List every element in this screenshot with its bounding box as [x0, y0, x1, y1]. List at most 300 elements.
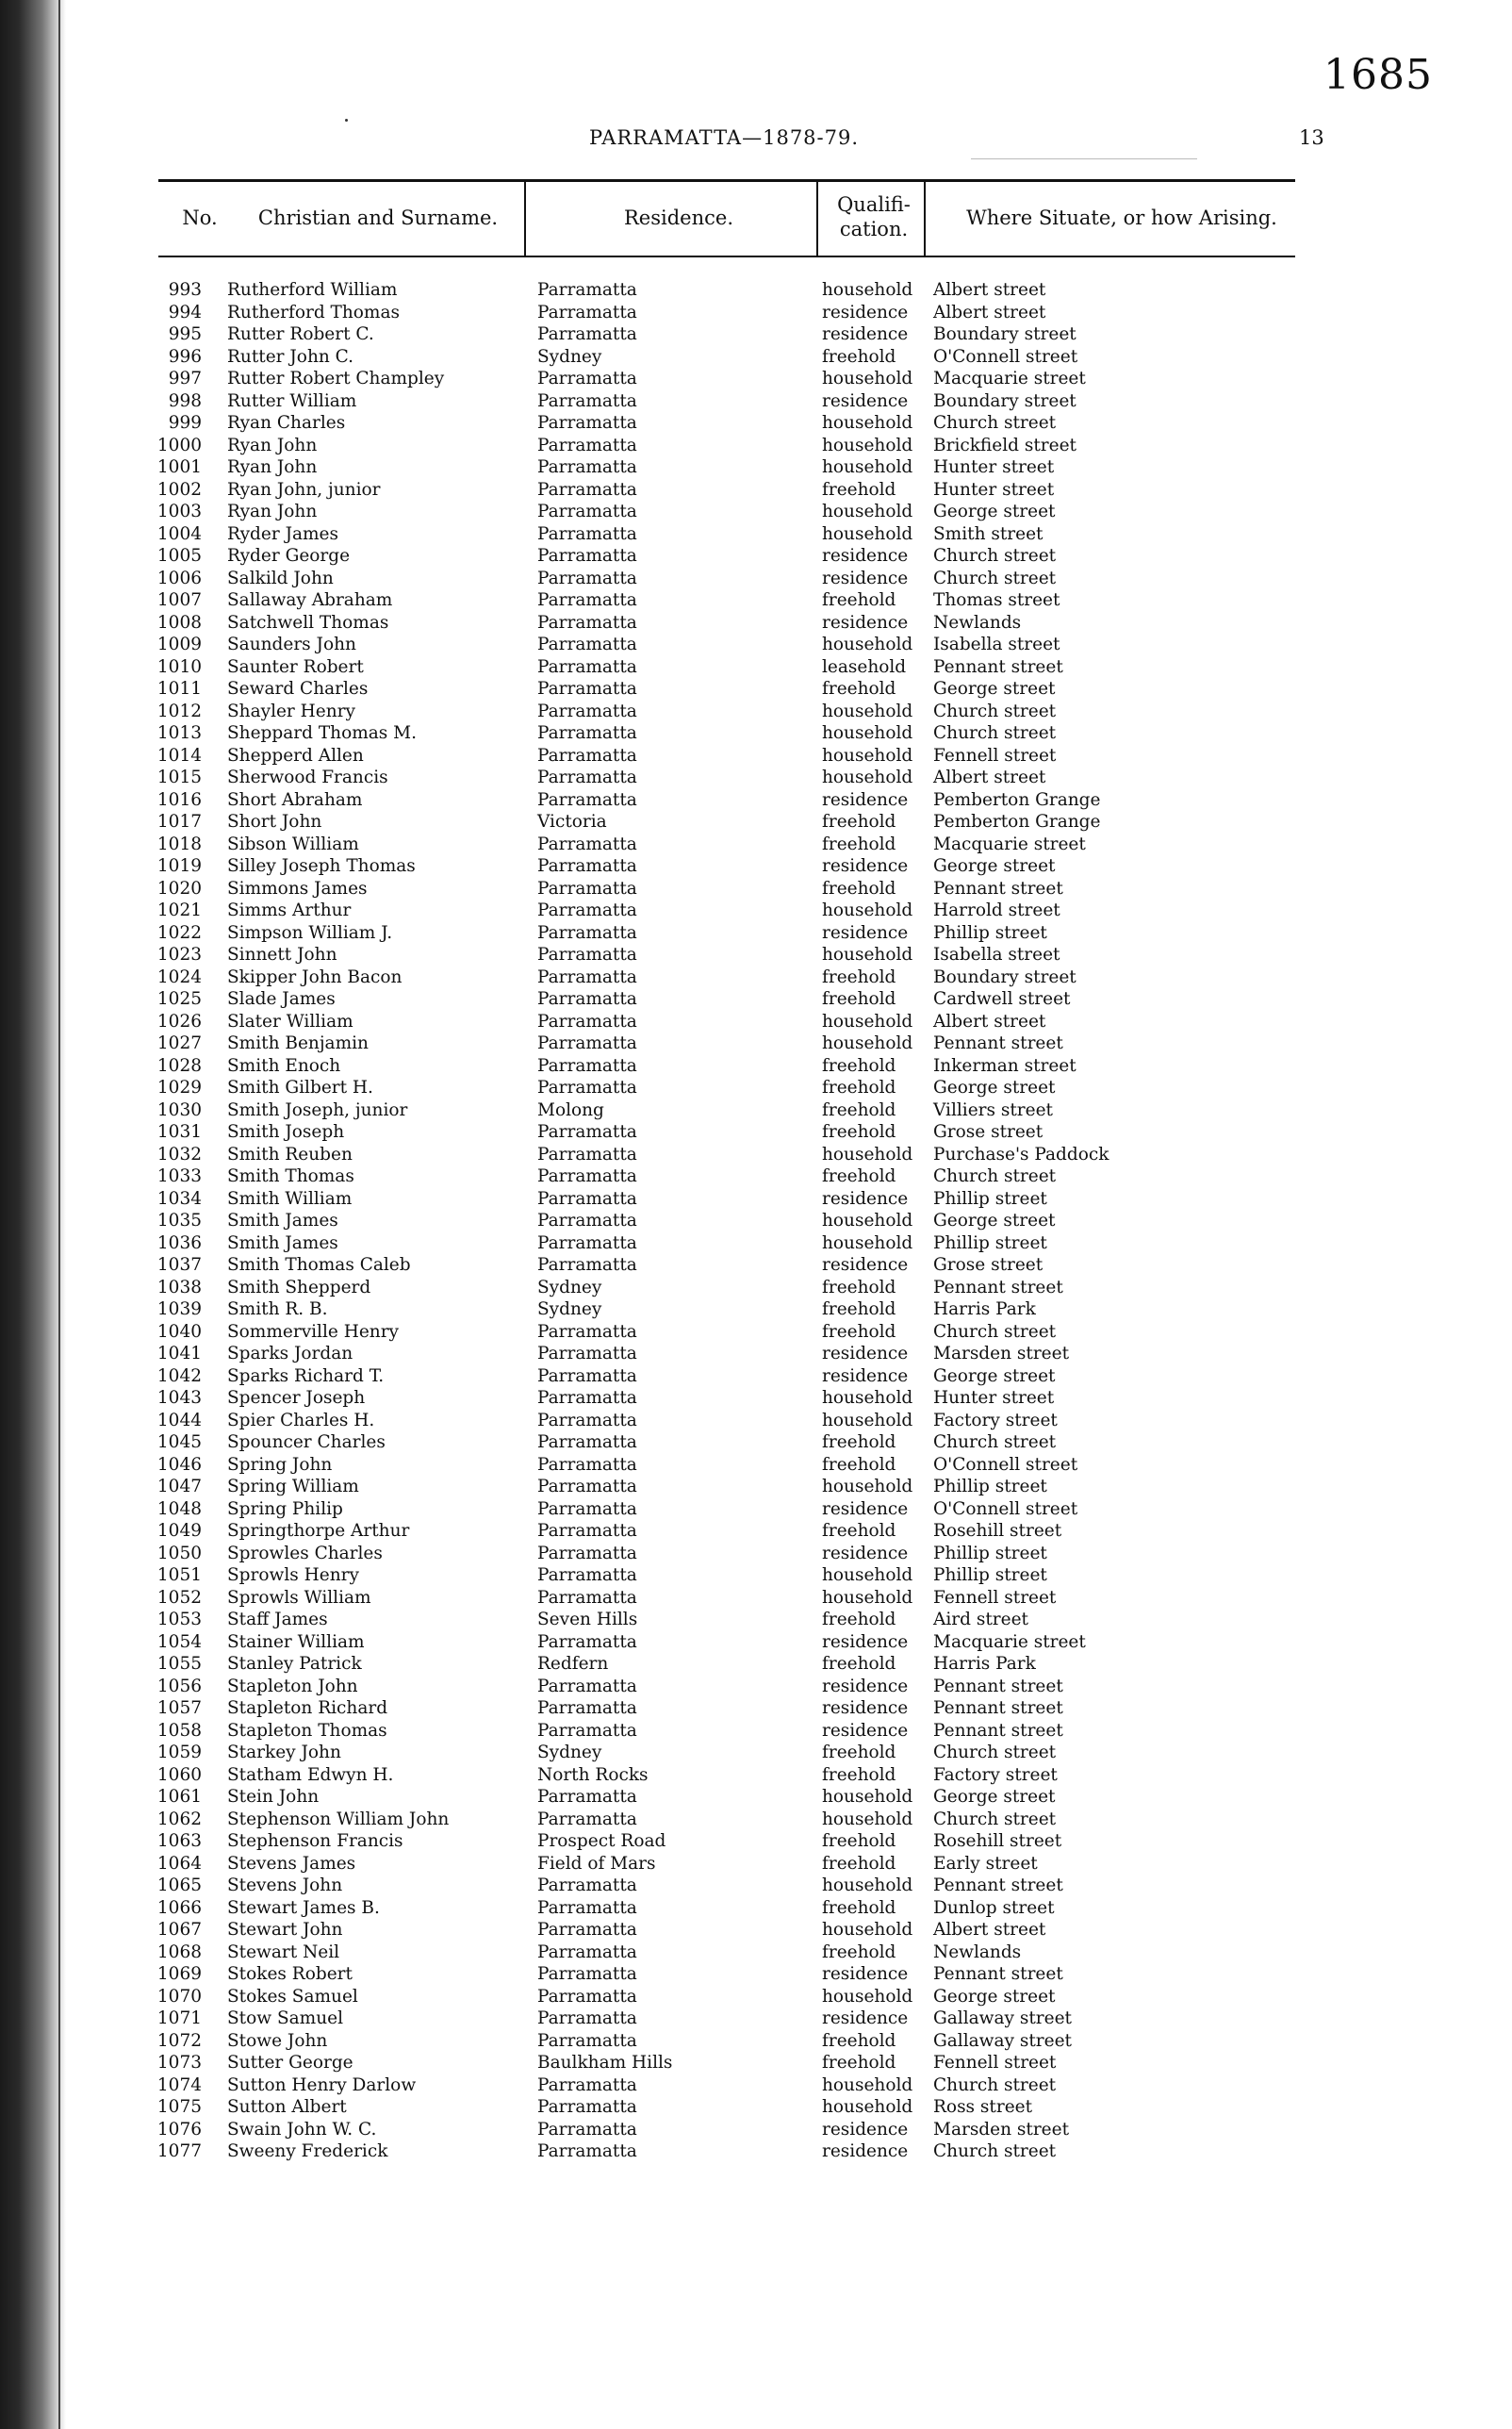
record-number: 1061 — [156, 1787, 202, 1807]
record-number: 1035 — [156, 1211, 202, 1231]
record-name: Sweeny Frederick — [227, 2141, 388, 2161]
record-residence: Parramatta — [537, 635, 637, 654]
record-qualification: freehold — [822, 1454, 896, 1475]
record-residence: Parramatta — [537, 1011, 637, 1032]
record-name: Sallaway Abraham — [227, 590, 393, 610]
record-residence: Parramatta — [537, 1232, 637, 1253]
table-row — [0, 1875, 1512, 1897]
record-number: 1066 — [156, 1897, 202, 1918]
record-qualification: freehold — [822, 878, 896, 899]
record-residence: Parramatta — [537, 390, 637, 411]
running-title: PARRAMATTA—1878-79. — [589, 126, 860, 149]
record-number: 1031 — [156, 1122, 202, 1142]
record-where: Early street — [933, 1853, 1038, 1874]
record-number: 1050 — [156, 1543, 202, 1563]
record-qualification: residence — [822, 1498, 909, 1519]
table-row — [0, 501, 1512, 523]
record-residence: Parramatta — [537, 568, 637, 588]
record-number: 993 — [168, 280, 202, 300]
header-qualification: Qualifi- cation. — [837, 193, 911, 240]
table-row — [0, 1277, 1512, 1299]
record-name: Smith Thomas — [227, 1166, 354, 1186]
record-name: Smith Enoch — [227, 1055, 341, 1076]
header-divider — [524, 181, 526, 256]
header-no: No. — [182, 207, 218, 229]
record-name: Sommerville Henry — [227, 1321, 400, 1342]
table-row — [0, 545, 1512, 568]
record-name: Swain John W. C. — [227, 2119, 377, 2140]
record-qualification: freehold — [822, 2053, 896, 2073]
record-qualification: household — [822, 1011, 913, 1032]
record-residence: Parramatta — [537, 280, 637, 300]
record-name: Stevens James — [227, 1853, 356, 1874]
record-where: Grose street — [933, 1255, 1044, 1275]
record-number: 1023 — [156, 945, 202, 965]
record-where: Pemberton Grange — [933, 789, 1101, 810]
table-row — [0, 967, 1512, 989]
record-name: Stow Samuel — [227, 2008, 343, 2028]
record-number: 1039 — [156, 1299, 202, 1319]
record-qualification: freehold — [822, 989, 896, 1009]
record-residence: Parramatta — [537, 1388, 637, 1408]
record-residence: Molong — [537, 1099, 604, 1120]
record-where: Newlands — [933, 612, 1022, 633]
record-number: 1068 — [156, 1942, 202, 1962]
record-qualification: household — [822, 1232, 913, 1253]
table-row — [0, 1476, 1512, 1498]
record-name: Skipper John Bacon — [227, 967, 403, 987]
record-qualification: household — [822, 745, 913, 766]
record-qualification: residence — [822, 1344, 909, 1363]
record-name: Shayler Henry — [227, 701, 355, 721]
record-name: Sprowls William — [227, 1587, 371, 1608]
record-qualification: freehold — [822, 1610, 896, 1629]
table-row — [0, 789, 1512, 812]
record-name: Rutter William — [227, 390, 357, 411]
record-qualification: household — [822, 457, 913, 477]
table-row — [0, 323, 1512, 346]
record-name: Rutter John C. — [227, 346, 354, 367]
record-residence: Parramatta — [537, 1942, 637, 1962]
record-where: Rosehill street — [933, 1521, 1062, 1541]
table-row — [0, 922, 1512, 945]
table-row — [0, 1676, 1512, 1698]
record-qualification: residence — [822, 1964, 909, 1984]
record-name: Spier Charles H. — [227, 1410, 375, 1430]
record-number: 1065 — [156, 1875, 202, 1895]
record-qualification: residence — [822, 1631, 909, 1652]
record-number: 1051 — [156, 1565, 202, 1585]
record-number: 1046 — [156, 1454, 202, 1475]
table-row — [0, 1099, 1512, 1122]
record-qualification: residence — [822, 1365, 909, 1386]
record-name: Smith Joseph, junior — [227, 1099, 408, 1120]
record-number: 1015 — [156, 768, 202, 787]
table-row — [0, 656, 1512, 679]
record-where: Albert street — [933, 280, 1046, 300]
record-qualification: household — [822, 1388, 913, 1408]
table-row — [0, 1410, 1512, 1432]
record-where: Fennell street — [933, 2053, 1057, 2073]
record-name: Staff James — [227, 1610, 328, 1629]
record-name: Sutton Henry Darlow — [227, 2074, 417, 2095]
record-name: Saunders John — [227, 635, 356, 654]
record-where: Albert street — [933, 1920, 1046, 1940]
record-residence: Parramatta — [537, 1321, 637, 1342]
record-number: 1038 — [156, 1277, 202, 1297]
record-where: Pennant street — [933, 1875, 1063, 1895]
record-name: Stein John — [227, 1787, 320, 1807]
record-residence: Parramatta — [537, 457, 637, 477]
record-where: Smith street — [933, 523, 1044, 544]
record-number: 1018 — [156, 834, 202, 854]
scan-faint-mark — [971, 158, 1197, 159]
record-residence: Parramatta — [537, 1033, 637, 1053]
table-row — [0, 834, 1512, 856]
table-row — [0, 678, 1512, 701]
table-row — [0, 456, 1512, 479]
record-number: 1044 — [156, 1410, 202, 1430]
scan-speck — [345, 119, 348, 122]
record-name: Smith Reuben — [227, 1144, 353, 1165]
record-qualification: residence — [822, 390, 909, 411]
record-where: Church street — [933, 723, 1057, 743]
record-residence: Parramatta — [537, 1344, 637, 1363]
record-qualification: freehold — [822, 346, 896, 367]
record-residence: North Rocks — [537, 1764, 649, 1785]
table-row — [0, 1232, 1512, 1255]
record-residence: Prospect Road — [537, 1831, 666, 1851]
record-name: Sheppard Thomas M. — [227, 723, 417, 743]
record-qualification: household — [822, 901, 913, 920]
record-number: 1063 — [156, 1831, 202, 1851]
record-number: 1024 — [156, 967, 202, 987]
record-qualification: residence — [822, 922, 909, 943]
table-row — [0, 1321, 1512, 1344]
record-qualification: residence — [822, 1543, 909, 1563]
header-bottom-rule — [158, 256, 1295, 257]
record-name: Rutherford William — [227, 280, 398, 300]
record-qualification: freehold — [822, 590, 896, 610]
table-row — [0, 1431, 1512, 1454]
record-residence: Parramatta — [537, 1078, 637, 1098]
record-qualification: freehold — [822, 1277, 896, 1297]
record-name: Sparks Richard T. — [227, 1365, 385, 1386]
record-name: Starkey John — [227, 1743, 341, 1762]
record-name: Simpson William J. — [227, 922, 393, 943]
record-number: 1058 — [156, 1720, 202, 1741]
record-residence: Parramatta — [537, 922, 637, 943]
record-name: Ryan John, junior — [227, 479, 381, 500]
record-name: Short Abraham — [227, 789, 363, 810]
record-where: Boundary street — [933, 967, 1076, 987]
record-residence: Parramatta — [537, 2030, 637, 2051]
record-number: 1030 — [156, 1099, 202, 1120]
record-number: 1055 — [156, 1654, 202, 1674]
record-qualification: household — [822, 1033, 913, 1053]
table-row — [0, 811, 1512, 834]
header-top-rule — [158, 179, 1295, 182]
record-residence: Parramatta — [537, 1720, 637, 1741]
record-where: Gallaway street — [933, 2030, 1072, 2051]
record-name: Sinnett John — [227, 945, 337, 965]
record-number: 1010 — [156, 656, 202, 677]
table-row — [0, 2008, 1512, 2030]
record-number: 1029 — [156, 1078, 202, 1098]
record-number: 1000 — [156, 435, 202, 455]
record-residence: Sydney — [537, 1299, 602, 1319]
record-number: 1025 — [156, 989, 202, 1009]
table-row — [0, 479, 1512, 502]
record-name: Ryan John — [227, 435, 318, 455]
table-row — [0, 612, 1512, 635]
records-list — [0, 279, 1512, 2163]
record-qualification: freehold — [822, 1897, 896, 1918]
record-residence: Sydney — [537, 1277, 602, 1297]
record-name: Stapleton Thomas — [227, 1720, 387, 1741]
record-residence: Parramatta — [537, 834, 637, 854]
record-qualification: freehold — [822, 1654, 896, 1674]
record-residence: Parramatta — [537, 1166, 637, 1186]
record-where: Fennell street — [933, 1587, 1057, 1608]
record-number: 999 — [168, 413, 202, 433]
table-row — [0, 855, 1512, 878]
record-residence: Parramatta — [537, 324, 637, 344]
record-number: 1069 — [156, 1964, 202, 1984]
record-name: Sutton Albert — [227, 2097, 347, 2117]
record-where: George street — [933, 502, 1056, 521]
record-residence: Parramatta — [537, 1565, 637, 1585]
record-name: Sutter George — [227, 2053, 353, 2073]
table-row — [0, 568, 1512, 590]
record-qualification: freehold — [822, 967, 896, 987]
record-name: Simmons James — [227, 878, 368, 899]
record-residence: Parramatta — [537, 590, 637, 610]
table-row — [0, 1897, 1512, 1920]
record-qualification: freehold — [822, 1321, 896, 1342]
record-residence: Parramatta — [537, 523, 637, 544]
record-qualification: freehold — [822, 679, 896, 699]
table-row — [0, 1055, 1512, 1078]
table-row — [0, 1144, 1512, 1166]
record-where: Factory street — [933, 1764, 1058, 1785]
record-qualification: residence — [822, 2119, 909, 2140]
record-where: Dunlop street — [933, 1897, 1055, 1918]
record-residence: Parramatta — [537, 1255, 637, 1275]
record-number: 1011 — [156, 679, 202, 699]
record-where: Harris Park — [933, 1654, 1036, 1674]
record-qualification: freehold — [822, 1299, 896, 1319]
record-residence: Parramatta — [537, 856, 637, 876]
record-where: Albert street — [933, 1011, 1046, 1032]
table-row — [0, 1077, 1512, 1099]
record-qualification: household — [822, 1875, 913, 1895]
record-number: 1026 — [156, 1011, 202, 1032]
record-number: 1036 — [156, 1232, 202, 1253]
record-qualification: household — [822, 435, 913, 455]
record-residence: Parramatta — [537, 2141, 637, 2161]
record-where: Boundary street — [933, 390, 1076, 411]
record-residence: Parramatta — [537, 1432, 637, 1452]
table-row — [0, 1697, 1512, 1720]
record-where: Isabella street — [933, 635, 1060, 654]
record-where: Harris Park — [933, 1299, 1036, 1319]
table-row — [0, 1653, 1512, 1676]
table-row — [0, 1298, 1512, 1321]
record-residence: Parramatta — [537, 302, 637, 322]
record-number: 1021 — [156, 901, 202, 920]
record-residence: Parramatta — [537, 2119, 637, 2140]
record-qualification: household — [822, 413, 913, 433]
table-row — [0, 279, 1512, 302]
record-number: 1002 — [156, 479, 202, 500]
record-name: Stewart Neil — [227, 1942, 340, 1962]
record-number: 1012 — [156, 701, 202, 721]
record-name: Satchwell Thomas — [227, 612, 389, 633]
record-residence: Baulkham Hills — [537, 2053, 673, 2073]
table-row — [0, 2119, 1512, 2141]
record-residence: Parramatta — [537, 1875, 637, 1895]
table-row — [0, 589, 1512, 612]
record-qualification: freehold — [822, 1853, 896, 1874]
table-row — [0, 900, 1512, 922]
record-number: 1032 — [156, 1144, 202, 1165]
record-residence: Seven Hills — [537, 1610, 638, 1629]
record-residence: Parramatta — [537, 1211, 637, 1231]
record-residence: Parramatta — [537, 1986, 637, 2007]
record-residence: Parramatta — [537, 502, 637, 521]
table-row — [0, 1543, 1512, 1565]
record-qualification: residence — [822, 612, 909, 633]
record-where: O'Connell street — [933, 1454, 1078, 1475]
record-where: O'Connell street — [933, 346, 1078, 367]
record-name: Sherwood Francis — [227, 768, 388, 787]
record-residence: Redfern — [537, 1654, 609, 1674]
record-name: Seward Charles — [227, 679, 369, 699]
record-number: 1054 — [156, 1631, 202, 1652]
record-number: 1073 — [156, 2053, 202, 2073]
record-qualification: household — [822, 1986, 913, 2007]
table-row — [0, 1165, 1512, 1188]
record-name: Stewart John — [227, 1920, 343, 1940]
record-qualification: freehold — [822, 1122, 896, 1142]
record-qualification: household — [822, 1587, 913, 1608]
record-name: Slater William — [227, 1011, 353, 1032]
table-row — [0, 1809, 1512, 1831]
record-where: Purchase's Paddock — [933, 1144, 1109, 1165]
record-number: 1041 — [156, 1344, 202, 1363]
record-qualification: freehold — [822, 1764, 896, 1785]
record-name: Smith R. B. — [227, 1299, 328, 1319]
record-number: 996 — [168, 346, 202, 367]
record-residence: Sydney — [537, 1743, 602, 1762]
table-row — [0, 1742, 1512, 1764]
record-where: George street — [933, 1986, 1056, 2007]
record-qualification: freehold — [822, 1078, 896, 1098]
record-residence: Parramatta — [537, 369, 637, 388]
record-qualification: household — [822, 701, 913, 721]
record-name: Stevens John — [227, 1875, 343, 1895]
table-row — [0, 767, 1512, 789]
table-row — [0, 1254, 1512, 1277]
record-qualification: household — [822, 2074, 913, 2095]
record-qualification: household — [822, 768, 913, 787]
record-residence: Parramatta — [537, 878, 637, 899]
record-residence: Parramatta — [537, 1188, 637, 1209]
record-where: Marsden street — [933, 2119, 1069, 2140]
record-residence: Parramatta — [537, 945, 637, 965]
record-residence: Parramatta — [537, 413, 637, 433]
table-row — [0, 634, 1512, 656]
record-number: 1047 — [156, 1477, 202, 1496]
record-name: Short John — [227, 812, 322, 832]
record-where: Rosehill street — [933, 1831, 1062, 1851]
record-qualification: residence — [822, 2141, 909, 2161]
record-where: George street — [933, 1787, 1056, 1807]
record-where: Phillip street — [933, 1543, 1047, 1563]
table-row — [0, 1520, 1512, 1543]
record-name: Ryder George — [227, 546, 351, 566]
record-where: George street — [933, 856, 1056, 876]
header-divider — [924, 181, 926, 256]
record-where: Church street — [933, 413, 1057, 433]
table-row — [0, 1764, 1512, 1787]
record-where: Pennant street — [933, 878, 1063, 899]
record-where: Brickfield street — [933, 435, 1076, 455]
record-residence: Parramatta — [537, 1920, 637, 1940]
record-where: Macquarie street — [933, 834, 1086, 854]
record-where: Fennell street — [933, 745, 1057, 766]
table-row — [0, 1830, 1512, 1853]
record-number: 1042 — [156, 1365, 202, 1386]
record-where: Church street — [933, 2074, 1057, 2095]
record-name: Ryan Charles — [227, 413, 346, 433]
record-qualification: household — [822, 280, 913, 300]
record-residence: Parramatta — [537, 1521, 637, 1541]
table-row — [0, 1963, 1512, 1986]
table-row — [0, 1853, 1512, 1875]
table-row — [0, 412, 1512, 435]
record-number: 1008 — [156, 612, 202, 633]
record-number: 1067 — [156, 1920, 202, 1940]
record-qualification: leasehold — [822, 656, 907, 677]
record-name: Rutter Robert C. — [227, 324, 374, 344]
record-qualification: household — [822, 1410, 913, 1430]
record-name: Saunter Robert — [227, 656, 364, 677]
record-number: 1060 — [156, 1764, 202, 1785]
record-number: 1037 — [156, 1255, 202, 1275]
record-residence: Parramatta — [537, 1365, 637, 1386]
table-row — [0, 1343, 1512, 1365]
record-number: 1009 — [156, 635, 202, 654]
record-number: 1007 — [156, 590, 202, 610]
record-number: 1049 — [156, 1521, 202, 1541]
record-name: Stanley Patrick — [227, 1654, 362, 1674]
table-row — [0, 1942, 1512, 1964]
record-where: Hunter street — [933, 1388, 1055, 1408]
record-name: Rutter Robert Champley — [227, 369, 445, 388]
table-row — [0, 346, 1512, 369]
record-name: Stokes Robert — [227, 1964, 353, 1984]
record-name: Stowe John — [227, 2030, 328, 2051]
record-qualification: residence — [822, 1255, 909, 1275]
record-where: Phillip street — [933, 1232, 1047, 1253]
record-where: Pennant street — [933, 1964, 1063, 1984]
record-name: Stephenson William John — [227, 1809, 450, 1829]
record-qualification: freehold — [822, 1055, 896, 1076]
table-row — [0, 368, 1512, 390]
record-where: Thomas street — [933, 590, 1060, 610]
